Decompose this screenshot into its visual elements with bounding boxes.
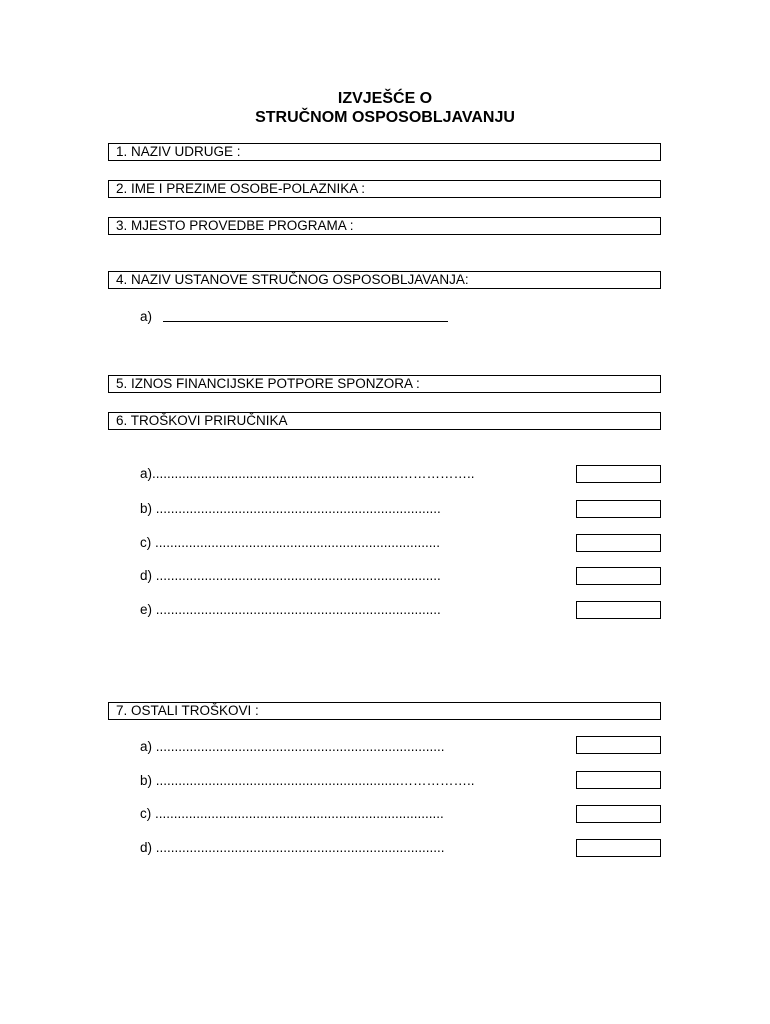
section-sponsor-support[interactable]: 5. IZNOS FINANCIJSKE POTPORE SPONZORA : — [108, 375, 661, 393]
other-cost-amount-c[interactable] — [576, 805, 661, 823]
manual-cost-amount-e[interactable] — [576, 601, 661, 619]
section-manual-costs: 6. TROŠKOVI PRIRUČNIKA — [108, 412, 661, 430]
section-association-name[interactable]: 1. NAZIV UDRUGE : — [108, 143, 661, 161]
other-cost-item-d: d) ............................................................................. — [140, 840, 445, 855]
other-cost-item-a: a) ............................................................................. — [140, 739, 445, 754]
other-cost-item-b: b) .................................................................…………….. — [140, 773, 475, 788]
manual-cost-item-e: e) ............................................................................ — [140, 602, 441, 617]
title-line-1: IZVJEŠĆE O — [337, 90, 433, 107]
title-line-2: STRUČNOM OSPOSOBLJAVANJU — [255, 109, 515, 126]
manual-cost-amount-c[interactable] — [576, 534, 661, 552]
section-participant-name[interactable]: 2. IME I PREZIME OSOBE-POLAZNIKA : — [108, 180, 661, 198]
manual-cost-item-c: c) ............................................................................ — [140, 535, 441, 550]
other-cost-amount-b[interactable] — [576, 771, 661, 789]
section-training-institution: 4. NAZIV USTANOVE STRUČNOG OSPOSOBLJAVANJA: — [108, 271, 661, 289]
institution-input-line[interactable] — [163, 321, 448, 322]
manual-cost-amount-a[interactable] — [576, 465, 661, 483]
other-cost-amount-d[interactable] — [576, 839, 661, 857]
other-cost-amount-a[interactable] — [576, 736, 661, 754]
manual-cost-item-b: b) ............................................................................ — [140, 501, 441, 516]
manual-cost-item-a: a)..................................................................…………….. — [140, 466, 475, 481]
manual-cost-item-d: d) ............................................................................ — [140, 568, 441, 583]
section-program-location[interactable]: 3. MJESTO PROVEDBE PROGRAMA : — [108, 217, 661, 235]
institution-line-label: a) — [140, 309, 153, 324]
manual-cost-amount-b[interactable] — [576, 500, 661, 518]
manual-cost-amount-d[interactable] — [576, 567, 661, 585]
other-cost-item-c: c) ............................................................................. — [140, 806, 444, 821]
section-other-costs: 7. OSTALI TROŠKOVI : — [108, 702, 661, 720]
